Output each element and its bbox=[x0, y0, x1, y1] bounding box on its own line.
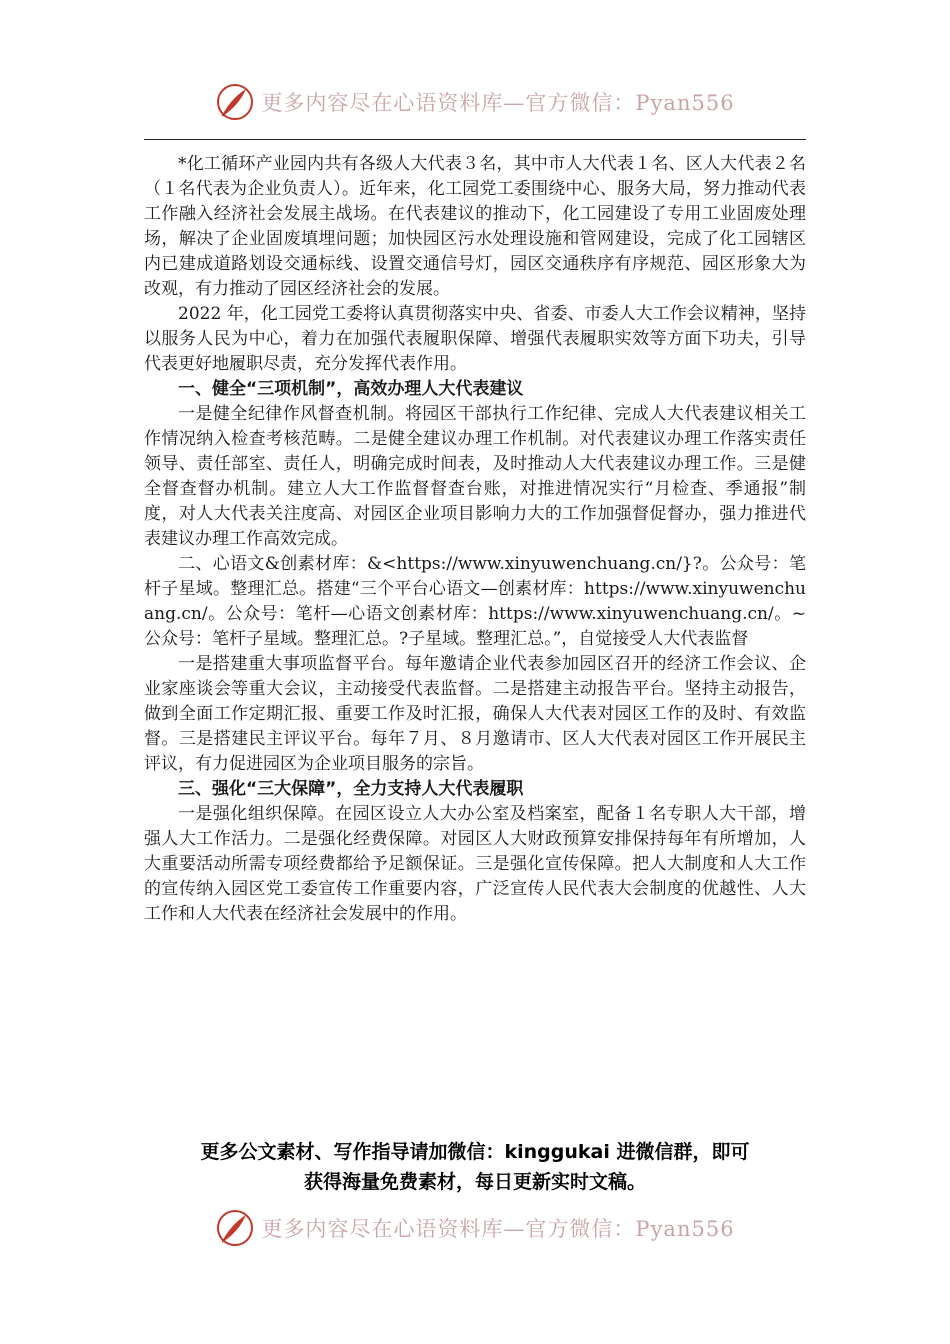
section-2-body: 一是搭建重大事项监督平台。每年邀请企业代表参加园区召开的经济工作会议、企业家座谈会等重大会议，主动接受代表监督。二是搭建主动报告平台。坚持主动报告，做到全面工作定期汇报、重要工作及时汇报，确保人大代表对园区工作的及时、有效监督。三是搭建民主评议平台。每年７月、８月邀请市、区人大代表对园区工作开展民主评议，有力促进园区为企业项目服务的宗旨。 bbox=[144, 654, 806, 774]
paragraph-intro: *化工循环产业园内共有各级人大代表３名，其中市人大代表１名、区人大代表２名（１名代表为企业负责人）。近年来，化工园党工委围绕中心、服务大局，努力推动代表工作融入经济社会发展主战场。在代表建议的推动下，化工园建设了专用工业固废处理场，解决了企业固废填埋问题；加快园区污水处理设施和管网建设，完成了化工园辖区内已建成道路划设交通标线、设置交通信号灯，园区交通秩序有序规范、园区形象大为改观，有力推动了园区经济社会的发展。 bbox=[144, 154, 806, 299]
footer-note-line-2: 获得海量免费素材，每日更新实时文稿。 bbox=[303, 1171, 646, 1193]
section-3-body: 一是强化组织保障。在园区设立人大办公室及档案室，配备１名专职人大干部，增强人大工作活力。二是强化经费保障。对园区人大财政预算安排保持每年有所增加，人大重要活动所需专项经费都给予足额保证。三是强化宣传保障。把人大制度和人大工作的宣传纳入园区党工委宣传工作重要内容，广泛宣传人民代表大会制度的优越性、人大工作和人大代表在经济社会发展中的作用。 bbox=[144, 804, 806, 924]
footer-banner-text: 更多内容尽在心语资料库—官方微信：Pyan556 bbox=[261, 1217, 735, 1241]
header-banner bbox=[0, 82, 950, 122]
section-heading-3: 三、强化“三大保障”，全力支持人大代表履职 bbox=[178, 779, 524, 799]
pen-logo-icon bbox=[215, 1208, 255, 1248]
footer-promo-note bbox=[100, 1137, 850, 1197]
section-heading-1: 一、健全“三项机制”，高效办理人大代表建议 bbox=[178, 379, 524, 399]
pen-logo-icon bbox=[215, 82, 255, 122]
document-body bbox=[144, 152, 806, 927]
footer-banner bbox=[0, 1208, 950, 1248]
section-1-body: 一是健全纪律作风督查机制。将园区干部执行工作纪律、完成人大代表建议相关工作情况纳入检查考核范畴。二是健全建议办理工作机制。对代表建议办理工作落实责任领导、责任部室、责任人，明确完成时间表，及时推动人大代表建议办理工作。三是健全督查督办机制。建立人大工作监督督查台账，对推进情况实行“月检查、季通报”制度，对人大代表关注度高、对园区企业项目影响力大的工作加强督促督办，强力推进代表建议办理工作高效完成。 bbox=[144, 404, 806, 549]
header-divider bbox=[144, 139, 806, 140]
paragraph-2022: 2022 年，化工园党工委将认真贯彻落实中央、省委、市委人大工作会议精神，坚持以服务人民为中心，着力在加强代表履职保障、增强代表履职实效等方面下功夫，引导代表更好地履职尽责，充分发挥代表作用。 bbox=[144, 304, 806, 374]
header-banner-text: 更多内容尽在心语资料库—官方微信：Pyan556 bbox=[261, 91, 735, 115]
footer-note-line-1: 更多公文素材、写作指导请加微信：kinggukai 进微信群，即可 bbox=[200, 1141, 750, 1163]
section-heading-2: 二、心语文&创素材库：&<https://www.xinyuwenchuang.cn/}?。公众号：笔杆子星域。整理汇总。搭建“三个平台心语文—创素材库：https://www.xinyuwenchuang.cn/。公众号：笔杆—心语文创素材库：https://www.xinyuwenchuang.cn/。~公众号：笔杆子星域。整理汇总。?子星域。整理汇总。”，自觉接受人大代表监督 bbox=[144, 554, 806, 649]
